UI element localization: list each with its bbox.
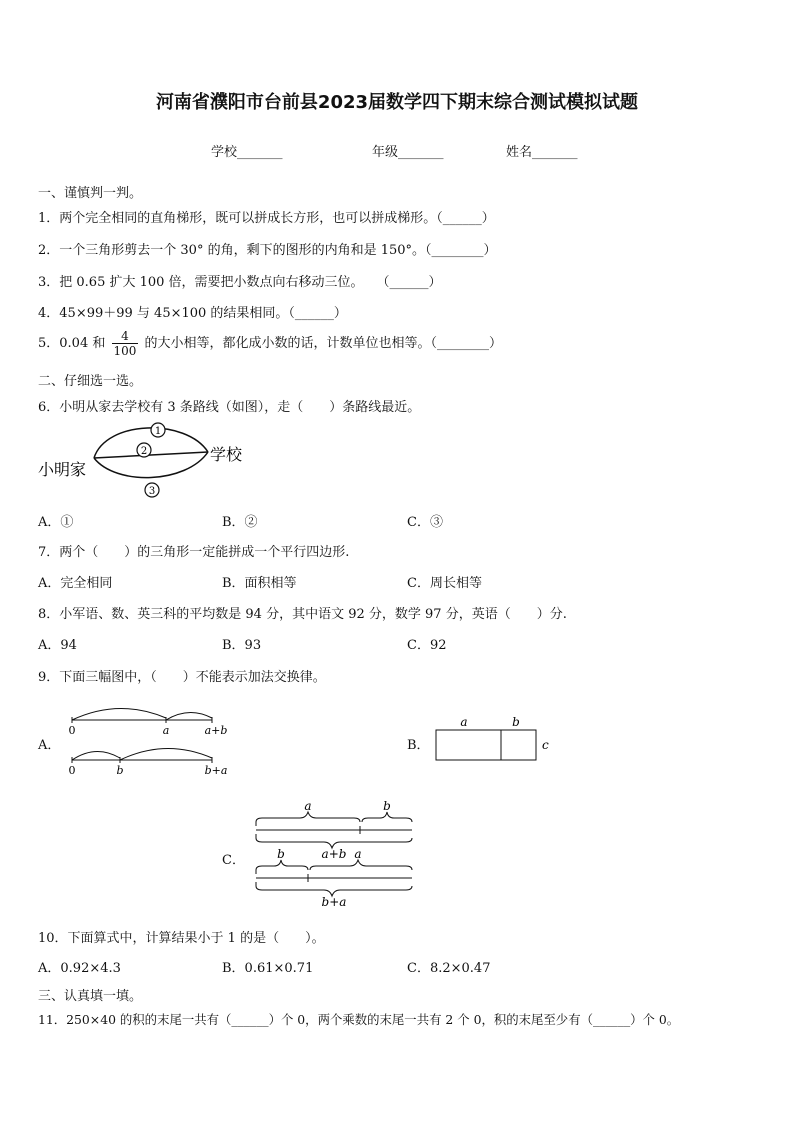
q7-option-c[interactable]: C．周长相等 bbox=[407, 576, 482, 591]
question-8: 8．小军语、数、英三科的平均数是 94 分，其中语文 92 分，数学 97 分，英语（ ）分. bbox=[38, 607, 567, 622]
q6-option-b[interactable]: B．② bbox=[222, 515, 258, 530]
q7-option-b[interactable]: B．面积相等 bbox=[222, 576, 297, 591]
question-4: 4．45×99＋99 与 45×100 的结果相同。（______） bbox=[38, 306, 347, 321]
route-1-label: 1 bbox=[154, 426, 162, 437]
route-diagram bbox=[36, 418, 266, 504]
home-label: 小明家 bbox=[38, 460, 87, 479]
fraction-denominator: 100 bbox=[113, 344, 137, 358]
fig-a-zero-1: 0 bbox=[68, 724, 76, 737]
question-2: 2．一个三角形剪去一个 30° 的角，剩下的图形的内角和是 150°。（________） bbox=[38, 243, 497, 258]
fig-a-label-ba: b+a bbox=[204, 764, 228, 777]
q10-option-a[interactable]: A．0.92×4.3 bbox=[38, 961, 121, 976]
question-5-prefix: 5．0.04 和 bbox=[38, 336, 106, 351]
fig-a-zero-2: 0 bbox=[68, 764, 76, 777]
fig-c-label-ba: b+a bbox=[321, 895, 347, 909]
fraction-numerator: 4 bbox=[112, 329, 139, 344]
q6-option-a[interactable]: A．① bbox=[38, 515, 74, 530]
fig-a-label-a: a bbox=[162, 724, 170, 737]
fig-b-label-c: c bbox=[542, 738, 549, 752]
question-10: 10．下面算式中，计算结果小于 1 的是（ ）。 bbox=[38, 931, 325, 946]
fig-c-label-ab: a+b bbox=[321, 847, 347, 861]
fig-a-label-b: b bbox=[116, 764, 124, 777]
question-1: 1．两个完全相同的直角梯形，既可以拼成长方形，也可以拼成梯形。（______） bbox=[38, 211, 495, 226]
fig-c-label-a2: a bbox=[354, 847, 362, 861]
q9-figure-c bbox=[250, 798, 420, 910]
q9-figure-a bbox=[62, 700, 242, 780]
q9-figure-b bbox=[430, 712, 560, 772]
q9-option-a[interactable]: A． bbox=[38, 738, 61, 753]
question-7: 7．两个（ ）的三角形一定能拼成一个平行四边形. bbox=[38, 545, 350, 560]
fig-b-label-a: a bbox=[460, 715, 468, 729]
fig-c-label-a1: a bbox=[304, 799, 312, 813]
fig-c-label-b2: b bbox=[277, 847, 285, 861]
section-1-heading: 一、谨慎判一判。 bbox=[38, 186, 143, 201]
route-3-path bbox=[94, 452, 208, 478]
name-field[interactable]: 姓名_______ bbox=[506, 145, 578, 160]
question-9: 9．下面三幅图中，（ ）不能表示加法交换律。 bbox=[38, 670, 326, 685]
school-label: 学校 bbox=[210, 445, 243, 464]
page-title: 河南省濮阳市台前县2023届数学四下期末综合测试模拟试题 bbox=[155, 92, 639, 113]
grade-field[interactable]: 年级_______ bbox=[372, 145, 444, 160]
question-5-suffix: 的大小相等，都化成小数的话，计数单位也相等。（________） bbox=[144, 336, 503, 351]
q8-option-a[interactable]: A．94 bbox=[38, 638, 77, 653]
fig-a-label-ab: a+b bbox=[204, 724, 228, 737]
fraction bbox=[112, 329, 139, 358]
q7-option-a[interactable]: A．完全相同 bbox=[38, 576, 113, 591]
fig-b-label-b: b bbox=[512, 715, 520, 729]
section-2-heading: 二、仔细选一选。 bbox=[38, 374, 143, 389]
q8-option-b[interactable]: B．93 bbox=[222, 638, 262, 653]
q10-option-c[interactable]: C．8.2×0.47 bbox=[407, 961, 491, 976]
q8-option-c[interactable]: C．92 bbox=[407, 638, 447, 653]
question-11: 11．250×40 的积的末尾一共有（______）个 0，两个乘数的末尾一共有 2 个 0，积的末尾至少有（______）个 0。 bbox=[38, 1012, 680, 1027]
route-2-label: 2 bbox=[140, 446, 148, 457]
question-5 bbox=[38, 329, 502, 358]
section-3-heading: 三、认真填一填。 bbox=[38, 989, 143, 1004]
q10-option-b[interactable]: B．0.61×0.71 bbox=[222, 961, 314, 976]
q9-option-c[interactable]: C． bbox=[222, 853, 245, 868]
q9-option-b[interactable]: B． bbox=[407, 738, 430, 753]
question-3: 3．把 0.65 扩大 100 倍，需要把小数点向右移动三位。 （______） bbox=[38, 275, 442, 290]
fig-c-label-b1: b bbox=[383, 799, 391, 813]
route-3-label: 3 bbox=[148, 486, 156, 497]
school-field[interactable]: 学校_______ bbox=[211, 145, 283, 160]
question-6: 6．小明从家去学校有 3 条路线（如图），走（ ）条路线最近。 bbox=[38, 400, 421, 415]
q6-option-c[interactable]: C．③ bbox=[407, 515, 443, 530]
